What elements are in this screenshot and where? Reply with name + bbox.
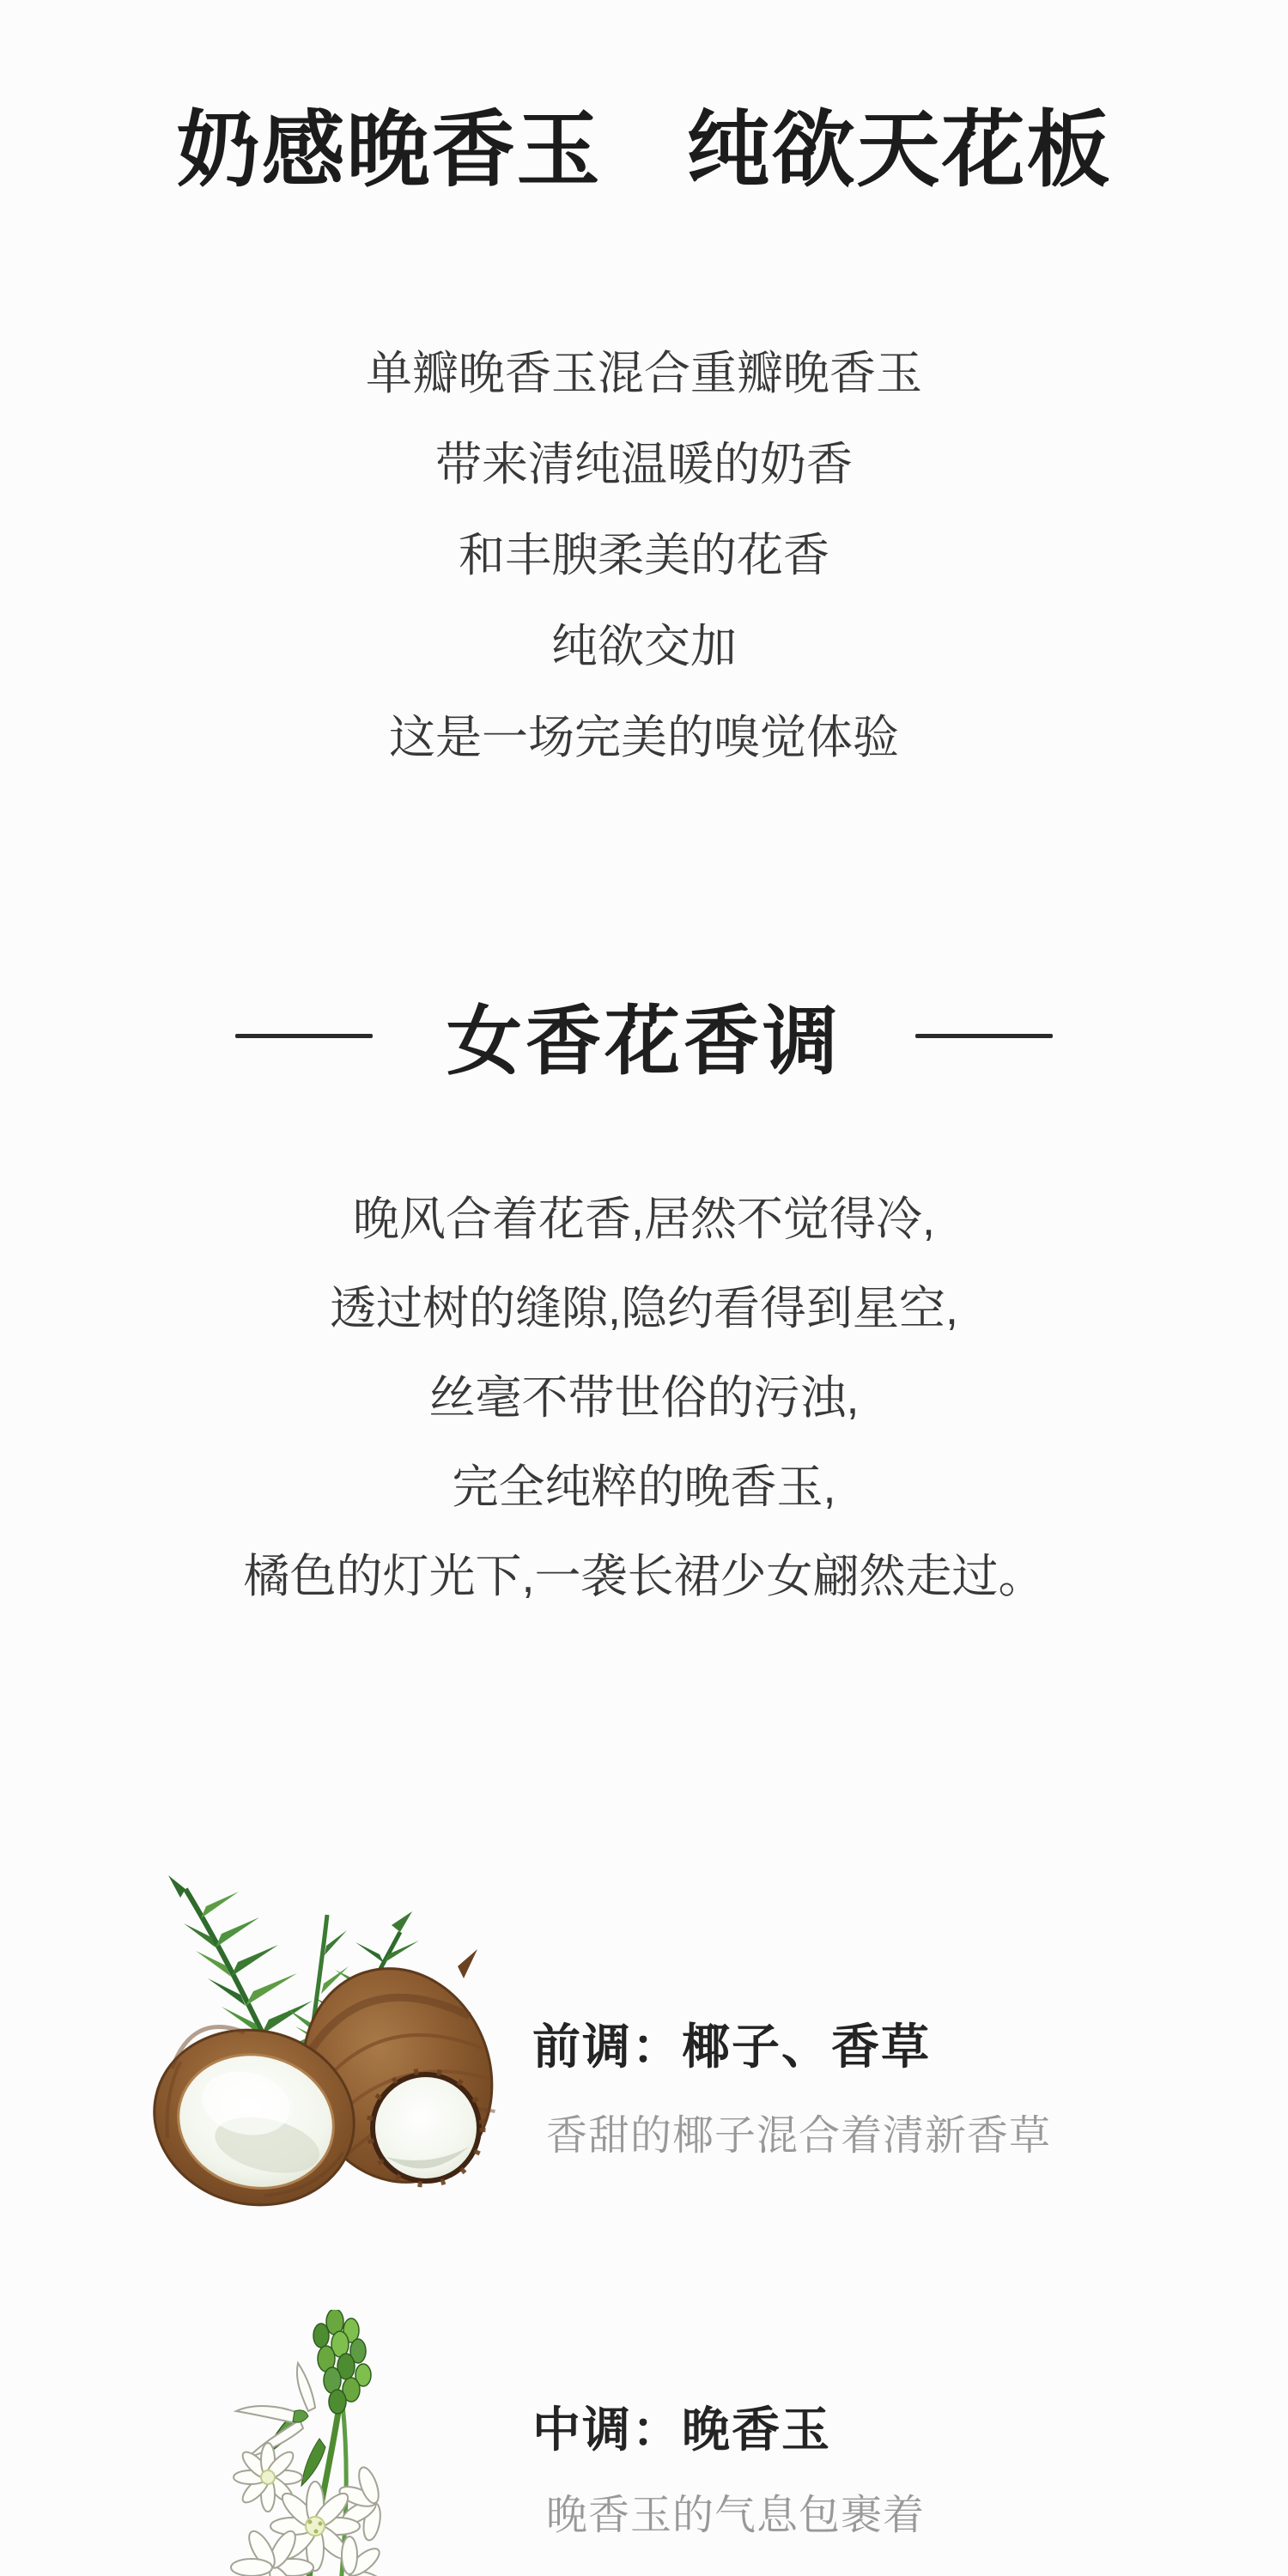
bud-cluster [313, 2310, 371, 2414]
intro-line: 单瓣晚香玉混合重瓣晚香玉 [366, 348, 922, 399]
middle-note-heading: 中调：晚香玉 [532, 2403, 831, 2457]
poem-line: 完全纯粹的晚香玉, [452, 1461, 836, 1513]
section-header [0, 993, 1288, 1084]
poem-line: 透过树的缝隙,隐约看得到星空, [329, 1283, 958, 1334]
intro-line: 这是一场完美的嗅觉体验 [389, 712, 899, 763]
poem-line: 晚风合着花香,居然不觉得冷, [352, 1194, 935, 1245]
intro-line: 和丰腴柔美的花香 [459, 530, 829, 581]
tubular-flowers [236, 2363, 315, 2458]
left-dash-divider [235, 1034, 373, 1038]
middle-note-description: 晚香玉的气息包裹着 [546, 2493, 926, 2538]
section-title: 女香花香调 [446, 999, 841, 1084]
right-dash-divider [915, 1034, 1053, 1038]
poem-line: 丝毫不带世俗的污浊, [428, 1372, 860, 1424]
tuberose-illustration [212, 2310, 410, 2576]
intro-line: 带来清纯温暖的奶香 [435, 439, 853, 490]
top-note-heading: 前调：椰子、香草 [532, 2020, 931, 2074]
coconut-illustration [144, 1874, 496, 2217]
poem-line: 橘色的灯光下,一袭长裙少女翩然走过。 [243, 1551, 1045, 1602]
page-title: 奶感晚香玉 纯欲天花板 [176, 103, 1112, 197]
intro-paragraph [0, 328, 1288, 783]
intro-line: 纯欲交加 [551, 621, 737, 672]
top-note-description: 香甜的椰子混合着清新香草 [546, 2113, 1052, 2159]
poem-paragraph [0, 1175, 1288, 1621]
